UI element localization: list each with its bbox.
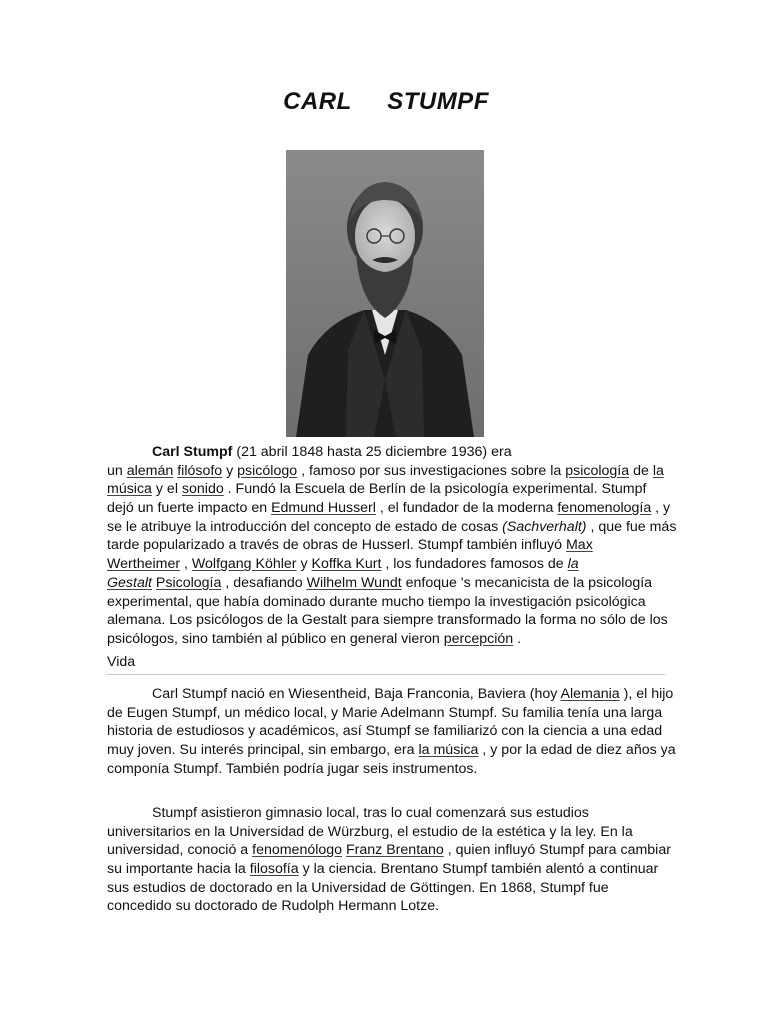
text-run: dejó un fuerte impacto en xyxy=(107,500,272,517)
link-aleman[interactable]: alemán xyxy=(126,462,174,479)
text-line xyxy=(107,518,677,537)
text-line xyxy=(107,860,667,879)
text-line: componía Stumpf. También podría jugar seis instrumentos. xyxy=(107,760,478,777)
link-filosofia[interactable]: filosofía xyxy=(249,861,299,878)
text-line xyxy=(107,462,667,481)
life-paragraph-2 xyxy=(107,804,671,916)
text-run: , desafiando xyxy=(221,574,307,591)
link-max-wertheimer-1[interactable]: Max xyxy=(565,537,593,554)
section-divider xyxy=(107,674,665,675)
link-fenomenologo[interactable]: fenomenólogo xyxy=(252,842,343,859)
text-line: de Eugen Stumpf, un médico local, y Marie Adelmann Stumpf. Su familia tenía una larga xyxy=(107,704,663,721)
text-line: alemana. Los psicólogos de la Gestalt para siempre transformado la forma no sólo de los xyxy=(107,612,668,629)
text-run: (21 abril 1848 hasta 25 diciembre 1936) era xyxy=(232,444,512,460)
text-run: y la ciencia. Brentano Stumpf también alentó a continuar xyxy=(298,861,659,878)
text-line xyxy=(107,499,671,518)
link-la-musica-2[interactable]: música xyxy=(107,481,152,498)
link-la-musica[interactable]: la música xyxy=(418,742,479,759)
text-run: su importante hacia la xyxy=(107,861,250,878)
text-run: tarde popularizado a través de obras de Husserl. Stumpf también influyó xyxy=(107,537,566,554)
text-run: , y por la edad de diez años ya xyxy=(478,742,676,759)
text-run: un xyxy=(107,462,127,479)
text-line xyxy=(107,536,667,555)
link-edmund-husserl[interactable]: Edmund Husserl xyxy=(271,500,376,517)
link-max-wertheimer-2[interactable]: Wertheimer xyxy=(107,556,181,573)
text-line xyxy=(107,480,667,499)
life-paragraph-1 xyxy=(107,685,676,778)
text-line: historia de estudiosos y académicos, así Stumpf se familiarizó con la ciencia a una edad xyxy=(107,723,663,740)
subject-name: Carl Stumpf xyxy=(152,444,233,460)
text-run: enfoque 's mecanicista de la psicología xyxy=(401,574,653,591)
intro-paragraph xyxy=(107,443,677,649)
text-run: muy joven. Su interés principal, sin embargo, era xyxy=(107,742,419,759)
link-la-musica-1[interactable]: la xyxy=(652,462,664,479)
text-line xyxy=(107,443,667,462)
link-sonido[interactable]: sonido xyxy=(181,481,224,498)
text-line xyxy=(107,555,667,574)
text-line: universitarios en la Universidad de Würzburg, el estudio de la estética y la ley. En la xyxy=(107,823,633,840)
link-psicologia-gestalt[interactable]: Psicología xyxy=(155,574,222,591)
text-line xyxy=(107,685,674,704)
term-sachverhalt: (Sachverhalt) xyxy=(502,518,587,535)
text-run: y el xyxy=(151,481,182,498)
text-run: universidad, conoció a xyxy=(107,842,253,859)
text-run: , que fue más xyxy=(586,518,677,535)
text-run: , famoso por sus investigaciones sobre la xyxy=(297,462,566,479)
text-run: , quien influyó Stumpf para cambiar xyxy=(443,842,671,859)
text-run: , y xyxy=(651,500,671,517)
text-line: concedido su doctorado de Rudolph Hermann Lotze. xyxy=(107,898,440,915)
link-psicologia[interactable]: psicología xyxy=(565,462,630,479)
link-wilhelm-wundt[interactable]: Wilhelm Wundt xyxy=(306,574,402,591)
text-line xyxy=(107,630,667,649)
text-run: , el fundador de la moderna xyxy=(375,500,558,517)
text-line: sus estudios de doctorado en la Universidad de Göttingen. En 1868, Stumpf fue xyxy=(107,879,609,896)
text-run: , los fundadores famosos de xyxy=(381,556,568,573)
text-line xyxy=(107,574,667,593)
link-franz-brentano[interactable]: Franz Brentano xyxy=(346,842,444,859)
text-run: y xyxy=(222,462,238,479)
text-line xyxy=(107,741,676,760)
text-run: , xyxy=(180,556,192,573)
link-la-gestalt-1[interactable]: la xyxy=(567,556,579,573)
link-la-gestalt-2[interactable]: Gestalt xyxy=(107,574,152,591)
text-line xyxy=(107,841,671,860)
text-run: ), el hijo xyxy=(619,686,674,702)
text-line: Stumpf asistieron gimnasio local, tras lo cual comenzará sus estudios xyxy=(152,805,589,821)
link-wolfgang-kohler[interactable]: Wolfgang Köhler xyxy=(191,556,297,573)
link-psicologo[interactable]: psicólogo xyxy=(237,462,298,479)
text-line: experimental, que había dominado durante mucho tiempo la investigación psicológica xyxy=(107,593,646,610)
portrait-photo xyxy=(286,150,484,437)
portrait-image xyxy=(286,150,484,437)
text-run: . xyxy=(513,630,522,647)
page-title: CARL STUMPF xyxy=(283,88,489,115)
text-run: . Fundó la Escuela de Berlín de la psicología experimental. Stumpf xyxy=(223,481,647,498)
text-run: Carl Stumpf nació en Wiesentheid, Baja Franconia, Baviera (hoy xyxy=(152,686,561,702)
section-heading-vida: Vida xyxy=(107,654,136,670)
text-run: de xyxy=(629,462,653,479)
text-run: psicólogos, sino también al público en general vieron xyxy=(107,630,444,647)
link-alemania[interactable]: Alemania xyxy=(560,686,620,702)
text-run: y xyxy=(296,556,312,573)
link-filosofo[interactable]: filósofo xyxy=(177,462,223,479)
text-run: se le atribuye la introducción del concepto de estado de cosas xyxy=(107,518,503,535)
link-koffka-kurt[interactable]: Koffka Kurt xyxy=(311,556,382,573)
link-percepcion[interactable]: percepción xyxy=(443,630,514,647)
link-fenomenologia[interactable]: fenomenología xyxy=(557,500,652,517)
